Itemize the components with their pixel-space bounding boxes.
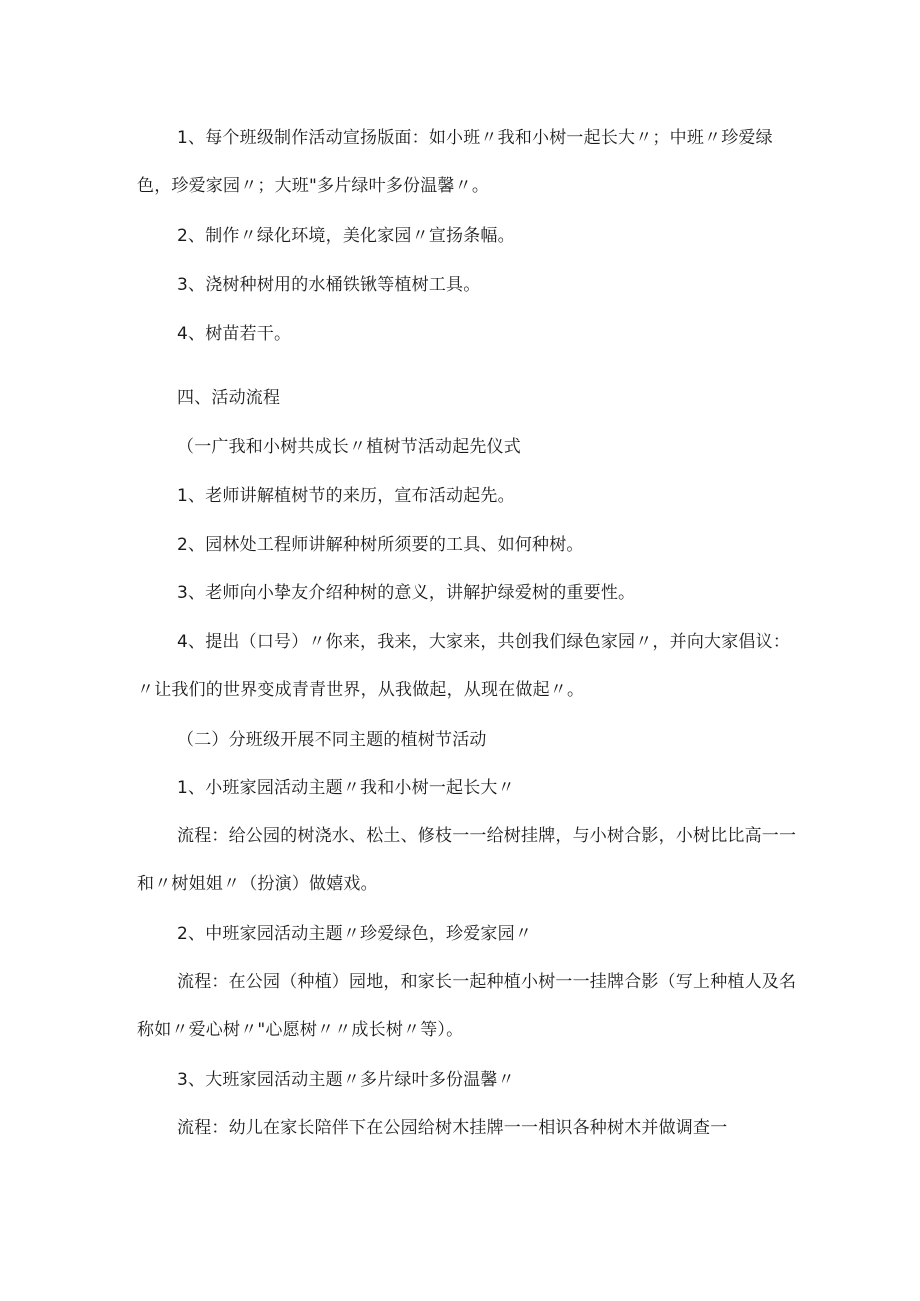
paragraph-ceremony-2: 2、园林处工程师讲解种树所须要的工具、如何种树。 bbox=[177, 535, 584, 555]
paragraph-materials-3: 3、浇树种树用的水桶铁锹等植树工具。 bbox=[177, 275, 481, 295]
subheading-opening-ceremony: （一广我和小树共成长〃植树节活动起先仪式 bbox=[177, 437, 521, 457]
section-heading-activity-process: 四、活动流程 bbox=[177, 388, 281, 408]
paragraph-ceremony-1: 1、老师讲解植树节的来历，宣布活动起先。 bbox=[177, 486, 515, 506]
paragraph-middle-class-theme: 2、中班家园活动主题〃珍爱绿色，珍爱家园〃 bbox=[177, 924, 533, 944]
paragraph-materials-2: 2、制作〃绿化环境，美化家园〃宣扬条幅。 bbox=[177, 226, 515, 246]
paragraph-materials-1: 1、每个班级制作活动宣扬版面：如小班〃我和小树一起长大〃；中班〃珍爱绿色，珍爱家园〃；大班"多片绿叶多份温馨〃。 bbox=[137, 128, 773, 196]
paragraph-ceremony-3: 3、老师向小挚友介绍种树的意义，讲解护绿爱树的重要性。 bbox=[177, 583, 636, 603]
paragraph-materials-4: 4、树苗若干。 bbox=[177, 324, 292, 344]
paragraph-small-class-theme: 1、小班家园活动主题〃我和小树一起长大〃 bbox=[177, 778, 515, 798]
subheading-class-activities: （二）分班级开展不同主题的植树节活动 bbox=[177, 730, 487, 750]
paragraph-large-class-process: 流程：幼儿在家长陪伴下在公园给树木挂牌一一相识各种树木并做调查一 bbox=[177, 1118, 728, 1138]
paragraph-middle-class-process: 流程：在公园（种植）园地，和家长一起种植小树一一挂牌合影（写上种植人及名称如〃爱心树〃"心愿树〃〃成长树〃等）。 bbox=[137, 972, 797, 1040]
paragraph-small-class-process: 流程：给公园的树浇水、松土、修枝一一给树挂牌，与小树合影，小树比比高一一和〃树姐姐〃（扮演）做嬉戏。 bbox=[137, 826, 797, 894]
paragraph-ceremony-4: 4、提出（口号）〃你来，我来，大家来，共创我们绿色家园〃，并向大家倡议：〃让我们的世界变成青青世界，从我做起，从现在做起〃。 bbox=[137, 632, 791, 700]
paragraph-large-class-theme: 3、大班家园活动主题〃多片绿叶多份温馨〃 bbox=[177, 1070, 515, 1090]
